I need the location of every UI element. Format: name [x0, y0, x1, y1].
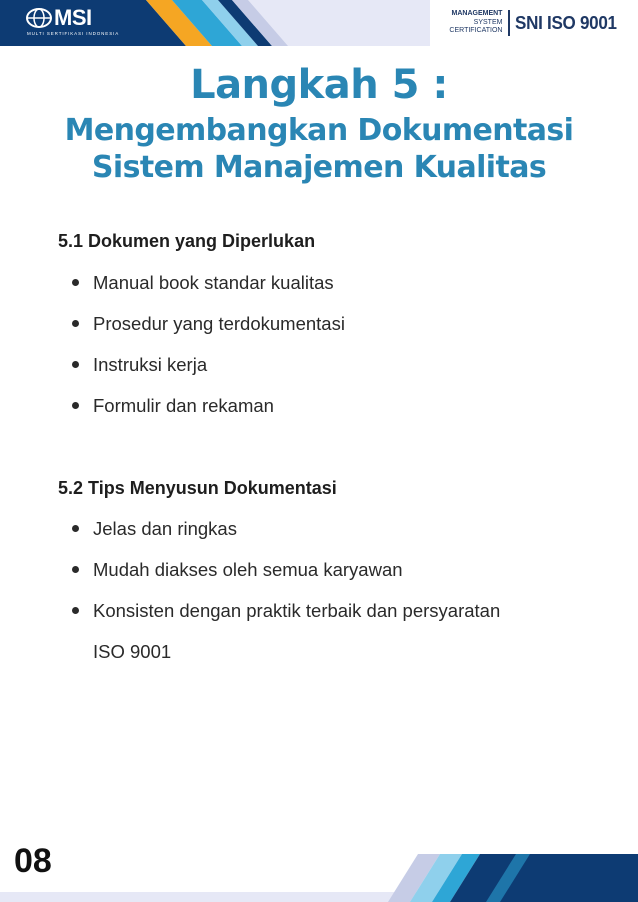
section-heading-required-documents: 5.1 Dokumen yang Diperlukan	[58, 231, 316, 251]
list-item-text: ISO 9001	[93, 641, 172, 662]
cert-line-certification: CERTIFICATION	[449, 27, 503, 35]
list-item	[72, 344, 345, 385]
list-item-text: Instruksi kerja	[93, 354, 208, 375]
globe-icon	[26, 8, 52, 28]
documentation-tips-list	[72, 508, 500, 672]
list-item-text: Manual book standar kualitas	[93, 272, 334, 293]
cert-line-management: MANAGEMENT	[451, 10, 503, 18]
logo-tagline: MULTI SERTIFIKASI INDONESIA	[27, 31, 120, 36]
bullet-icon	[72, 320, 79, 327]
list-item-continuation	[72, 631, 500, 672]
bullet-icon	[72, 566, 79, 573]
list-item-text: Jelas dan ringkas	[93, 518, 237, 539]
bullet-icon	[72, 279, 79, 286]
list-item	[72, 385, 345, 426]
logo-name: MSI	[54, 5, 92, 30]
sni-iso-mark: SNI ISO 9001	[515, 12, 618, 33]
bullet-icon	[72, 402, 79, 409]
list-item	[72, 549, 500, 590]
cert-divider	[508, 10, 510, 36]
page-subtitle-line-1: Mengembangkan Dokumentasi	[64, 113, 574, 148]
msi-logo	[26, 6, 136, 40]
section-heading-documentation-tips: 5.2 Tips Menyusun Dokumentasi	[58, 478, 337, 498]
footer-decoration	[0, 848, 638, 902]
list-item-text: Formulir dan rekaman	[93, 395, 274, 416]
page-title: Langkah 5 :	[190, 62, 448, 108]
page-number: 08	[14, 842, 52, 880]
header-banner	[0, 0, 638, 46]
list-item	[72, 262, 345, 303]
bullet-icon	[72, 525, 79, 532]
list-item	[72, 508, 500, 549]
page-subtitle-line-2: Sistem Manajemen Kualitas	[91, 150, 547, 185]
bullet-icon	[72, 361, 79, 368]
list-item-text: Konsisten dengan praktik terbaik dan persyaratan	[93, 600, 501, 621]
required-documents-list	[72, 262, 345, 426]
list-item	[72, 303, 345, 344]
bullet-icon	[72, 607, 79, 614]
list-item-text: Mudah diakses oleh semua karyawan	[93, 559, 403, 580]
certification-badge	[449, 7, 626, 39]
certification-text	[449, 10, 502, 36]
list-item-text: Prosedur yang terdokumentasi	[93, 313, 345, 334]
list-item	[72, 590, 500, 631]
cert-line-system: SYSTEM	[473, 18, 503, 26]
